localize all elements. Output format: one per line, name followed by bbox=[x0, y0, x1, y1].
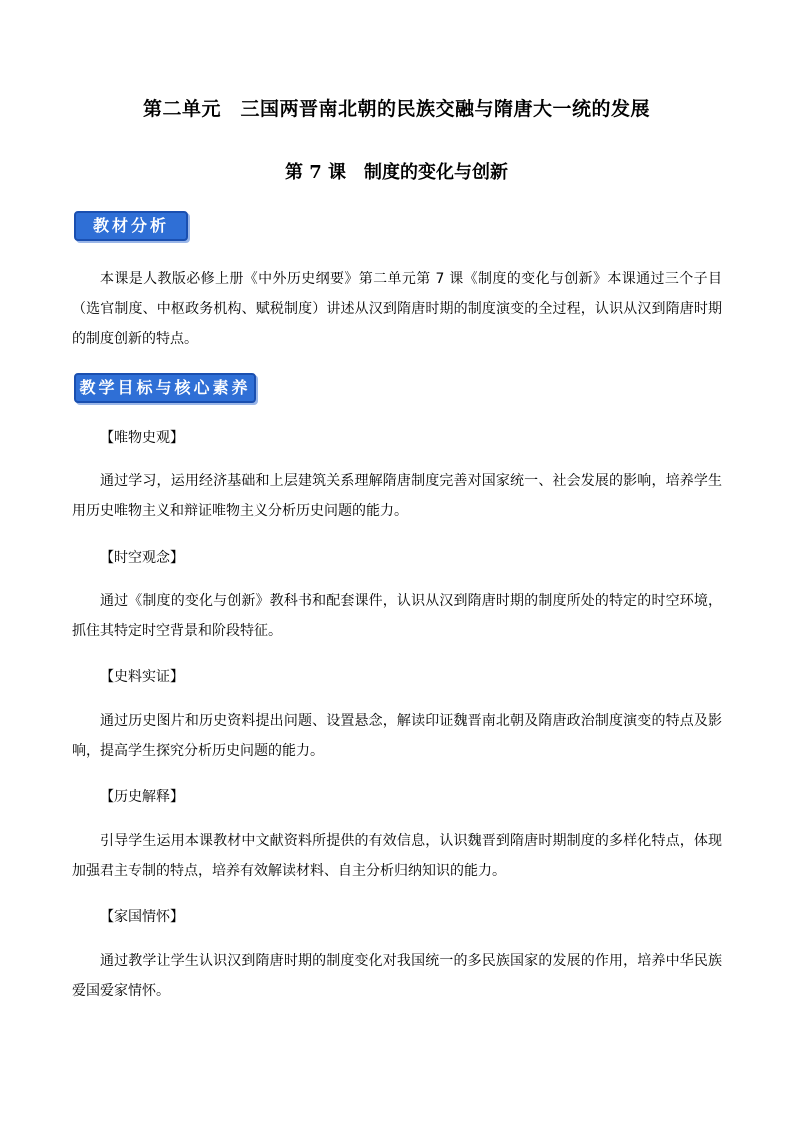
goal-text-patriotism: 通过教学让学生认识汉到隋唐时期的制度变化对我国统一的多民族国家的发展的作用，培养中华民族爱国爱家情怀。 bbox=[72, 953, 722, 999]
goal-heading-interpretation: 【历史解释】 bbox=[100, 789, 184, 805]
lesson-title: 第 7 课 制度的变化与创新 bbox=[284, 162, 509, 183]
goal-heading-evidence: 【史料实证】 bbox=[100, 669, 184, 685]
goal-heading-patriotism: 【家国情怀】 bbox=[100, 909, 184, 925]
goal-heading-materialism: 【唯物史观】 bbox=[100, 430, 184, 446]
unit-title: 第二单元 三国两晋南北朝的民族交融与隋唐大一统的发展 bbox=[142, 98, 650, 120]
analysis-paragraph: 本课是人教版必修上册《中外历史纲要》第二单元第 7 课《制度的变化与创新》本课通过三个子目（选官制度、中枢政务机构、赋税制度）讲述从汉到隋唐时期的制度演变的全过程，认识从汉到隋唐时期的制度创新的特点。 bbox=[72, 271, 722, 347]
goal-text-interpretation: 引导学生运用本课教材中文献资料所提供的有效信息，认识魏晋到隋唐时期制度的多样化特点，体现加强君主专制的特点，培养有效解读材料、自主分析归纳知识的能力。 bbox=[72, 833, 722, 879]
goal-text-evidence: 通过历史图片和历史资料提出问题、设置悬念，解读印证魏晋南北朝及隋唐政治制度演变的特点及影响，提高学生探究分析历史问题的能力。 bbox=[72, 713, 722, 759]
goal-heading-spacetime: 【时空观念】 bbox=[100, 550, 184, 566]
goal-text-spacetime: 通过《制度的变化与创新》教科书和配套课件，认识从汉到隋唐时期的制度所处的特定的时空环境，抓住其特定时空背景和阶段特征。 bbox=[72, 593, 722, 639]
goal-text-materialism: 通过学习，运用经济基础和上层建筑关系理解隋唐制度完善对国家统一、社会发展的影响，培养学生用历史唯物主义和辩证唯物主义分析历史问题的能力。 bbox=[72, 473, 722, 519]
section-badge-analysis: 教材分析 bbox=[74, 211, 188, 241]
section-badge-goals: 教学目标与核心素养 bbox=[74, 373, 256, 403]
